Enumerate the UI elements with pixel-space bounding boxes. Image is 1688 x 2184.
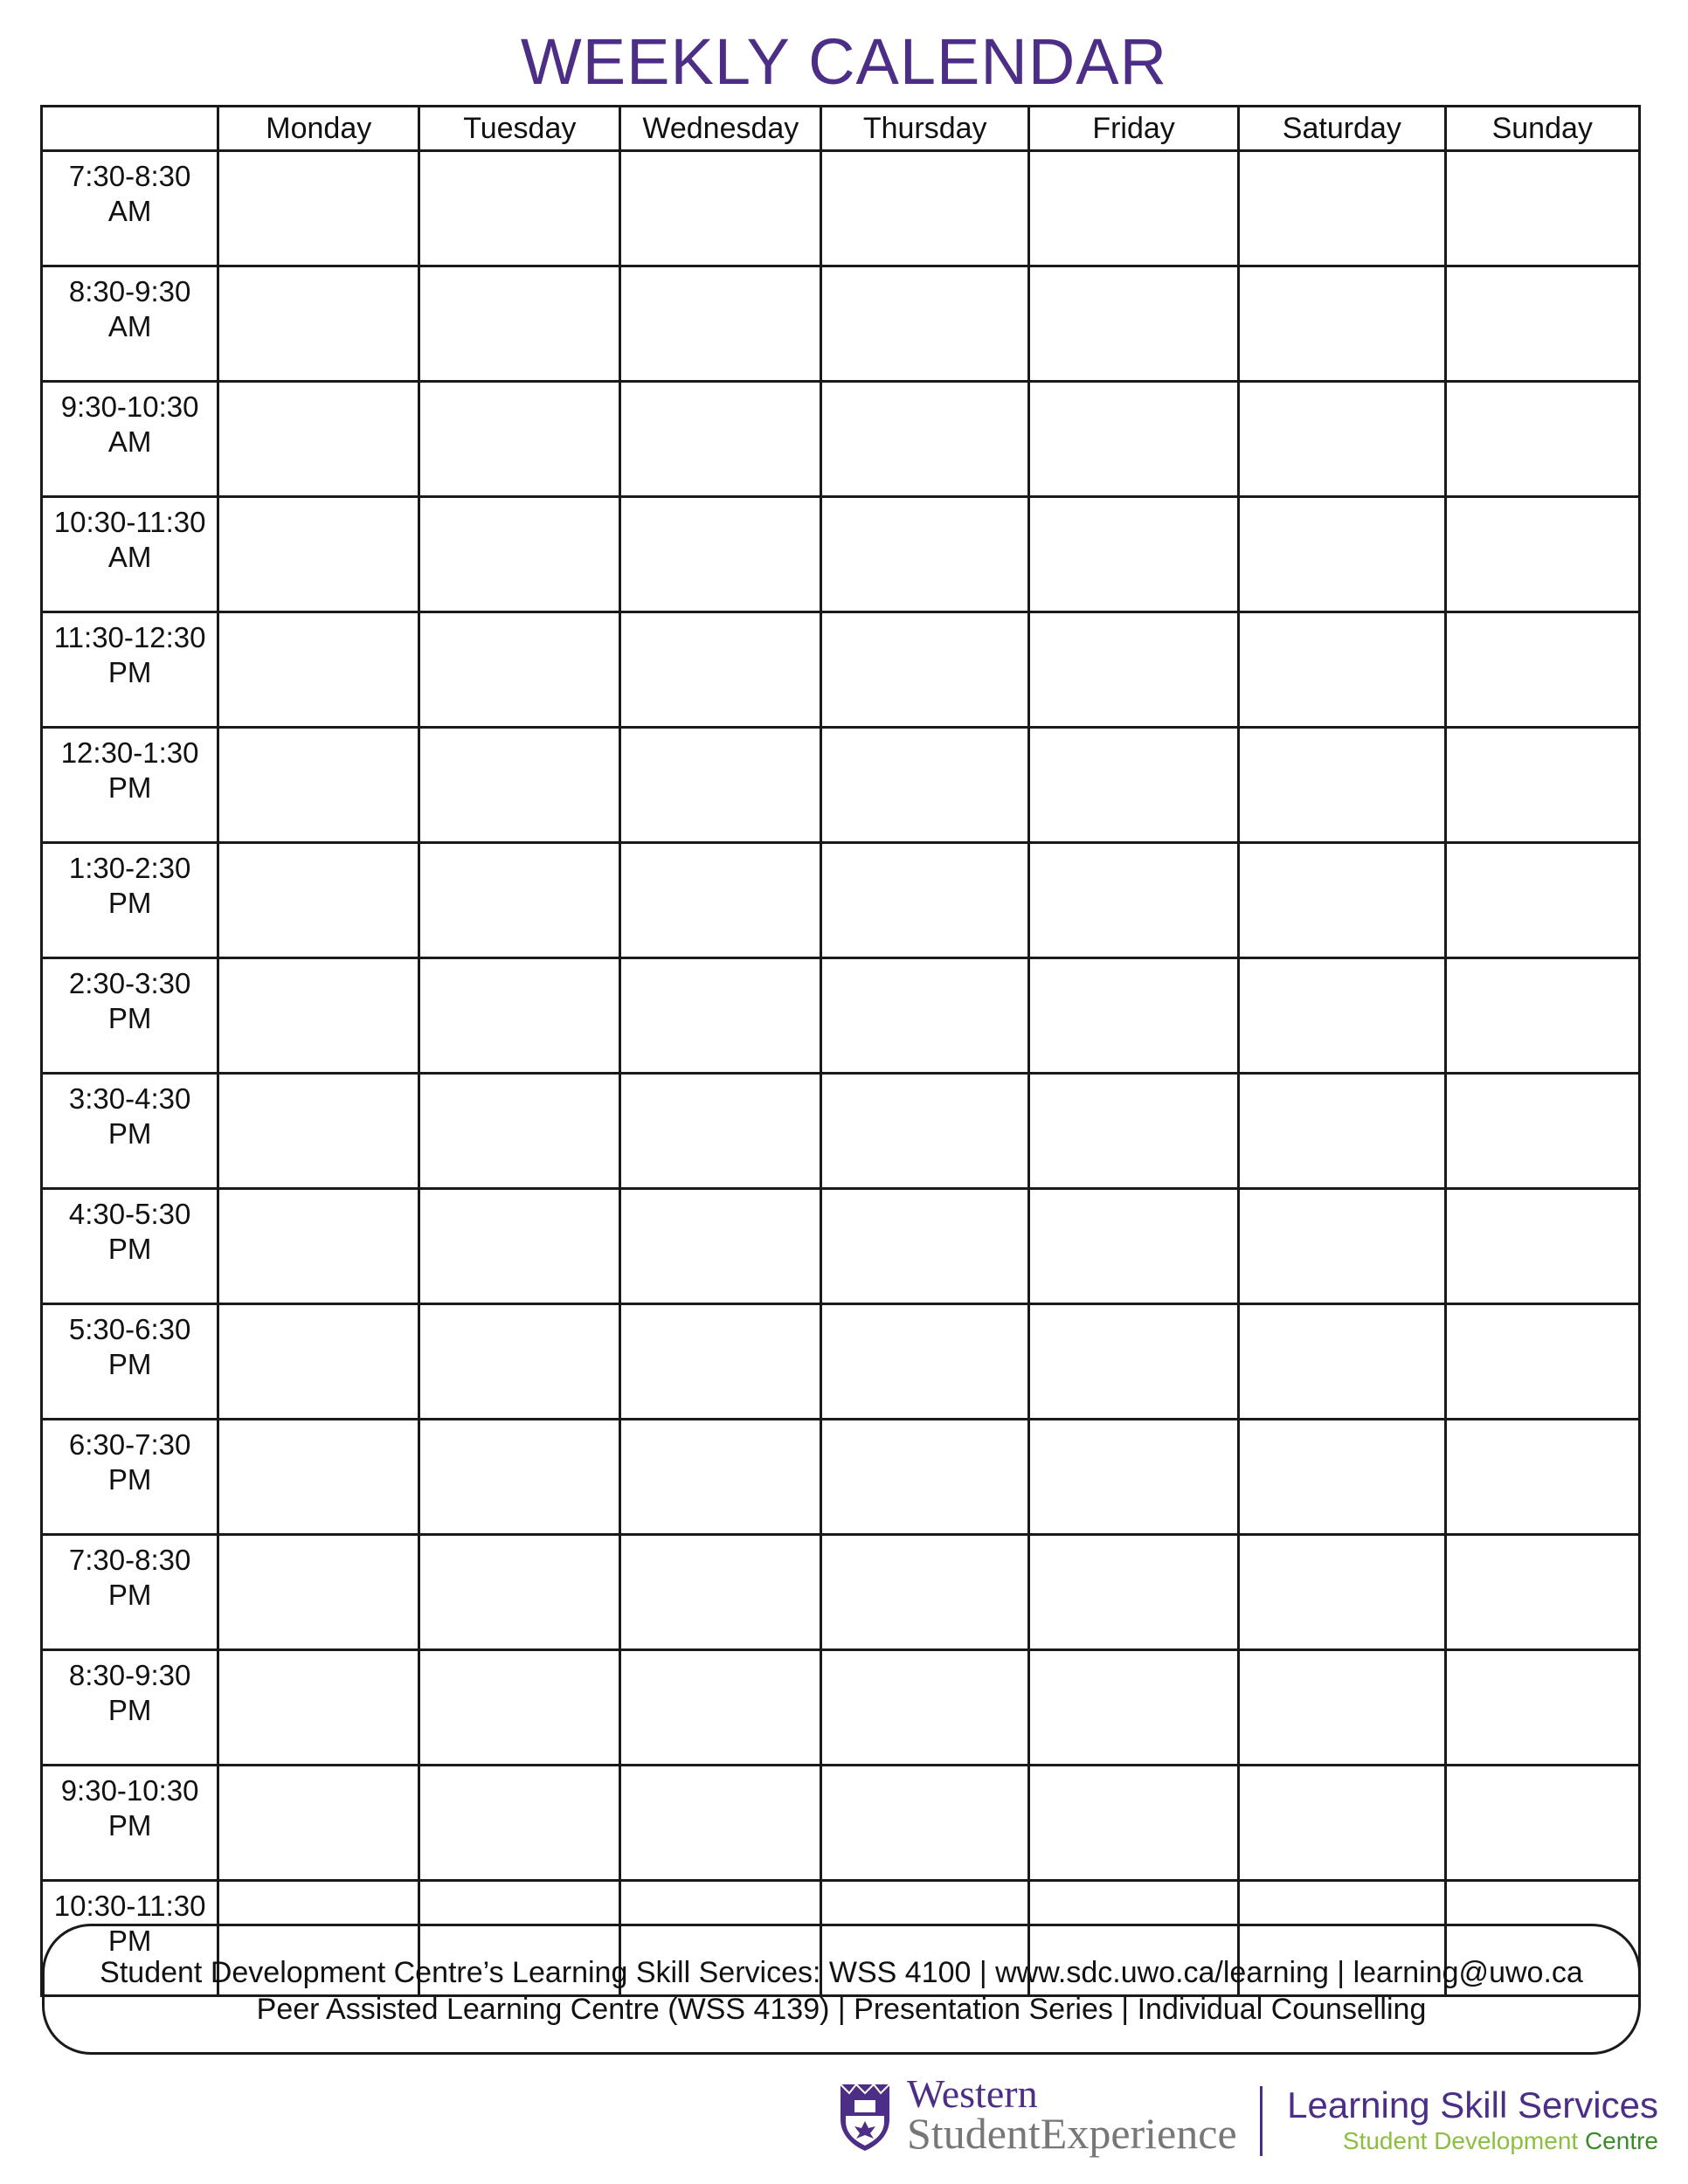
calendar-cell[interactable] <box>1239 728 1445 843</box>
calendar-cell[interactable] <box>1445 1650 1639 1766</box>
calendar-cell[interactable] <box>419 151 620 266</box>
time-row <box>42 1766 1640 1881</box>
calendar-cell[interactable] <box>1239 612 1445 728</box>
lss-subtitle-part-b: Centre <box>1584 2127 1658 2154</box>
calendar-cell[interactable] <box>620 1766 821 1881</box>
time-slot-label <box>42 1304 218 1420</box>
day-header: Wednesday <box>620 107 821 151</box>
calendar-cell[interactable] <box>1445 151 1639 266</box>
time-range: 6:30-7:30 <box>68 1428 191 1461</box>
calendar-cell[interactable] <box>821 1535 1029 1650</box>
time-range: 12:30-1:30 <box>60 736 199 769</box>
calendar-cell[interactable] <box>1239 1766 1445 1881</box>
calendar-cell[interactable] <box>1239 1420 1445 1535</box>
calendar-cell[interactable] <box>218 1074 419 1189</box>
time-slot-label <box>42 1535 218 1650</box>
calendar-cell[interactable] <box>419 1420 620 1535</box>
calendar-cell[interactable] <box>1029 1304 1239 1420</box>
calendar-cell[interactable] <box>821 612 1029 728</box>
calendar-cell[interactable] <box>821 728 1029 843</box>
calendar-cell[interactable] <box>1445 1535 1639 1650</box>
day-header: Tuesday <box>419 107 620 151</box>
calendar-cell[interactable] <box>620 843 821 958</box>
calendar-cell[interactable] <box>419 843 620 958</box>
info-line-2: Peer Assisted Learning Centre (WSS 4139) | Presentation Series | Individual Counselling <box>256 1993 1427 2026</box>
calendar-cell[interactable] <box>821 1650 1029 1766</box>
time-range: 4:30-5:30 <box>68 1198 191 1230</box>
calendar-cell[interactable] <box>218 728 419 843</box>
time-row <box>42 1420 1640 1535</box>
calendar-cell[interactable] <box>1239 1535 1445 1650</box>
time-period: AM <box>107 310 152 342</box>
time-period: PM <box>107 656 152 688</box>
time-row <box>42 1189 1640 1304</box>
page-title: WEEKLY CALENDAR <box>520 25 1168 98</box>
time-row <box>42 497 1640 612</box>
calendar-cell[interactable] <box>218 958 419 1074</box>
calendar-cell[interactable] <box>419 1189 620 1304</box>
calendar-cell[interactable] <box>821 1304 1029 1420</box>
time-range: 2:30-3:30 <box>68 967 191 999</box>
calendar-cell[interactable] <box>1445 958 1639 1074</box>
calendar-cell[interactable] <box>821 1189 1029 1304</box>
calendar-cell[interactable] <box>218 1304 419 1420</box>
calendar-cell[interactable] <box>1029 266 1239 382</box>
calendar-cell[interactable] <box>620 382 821 497</box>
calendar-cell[interactable] <box>1029 1650 1239 1766</box>
western-wordmark: Western <box>907 2071 1038 2116</box>
info-box <box>42 1924 1641 2055</box>
calendar-cell[interactable] <box>1239 151 1445 266</box>
calendar-cell[interactable] <box>419 728 620 843</box>
calendar-cell[interactable] <box>1239 266 1445 382</box>
calendar-cell[interactable] <box>1239 1074 1445 1189</box>
lss-subtitle-part-a: Student Development <box>1342 2127 1585 2154</box>
western-crest-icon <box>837 2081 893 2153</box>
time-slot-label <box>42 497 218 612</box>
time-range: 3:30-4:30 <box>68 1082 191 1115</box>
time-period: PM <box>107 1233 152 1265</box>
calendar-cell[interactable] <box>1445 843 1639 958</box>
day-header: Saturday <box>1239 107 1445 151</box>
time-range: 9:30-10:30 <box>60 390 199 423</box>
time-period: PM <box>107 1463 152 1496</box>
calendar-cell[interactable] <box>620 151 821 266</box>
calendar-cell[interactable] <box>1029 1766 1239 1881</box>
calendar-cell[interactable] <box>620 1650 821 1766</box>
time-period: PM <box>107 1348 152 1380</box>
time-period: PM <box>107 1925 152 1957</box>
time-slot-label <box>42 151 218 266</box>
time-row <box>42 382 1640 497</box>
day-header: Thursday <box>821 107 1029 151</box>
calendar-cell[interactable] <box>218 497 419 612</box>
calendar-cell[interactable] <box>620 266 821 382</box>
calendar-cell[interactable] <box>620 728 821 843</box>
calendar-cell[interactable] <box>620 1074 821 1189</box>
calendar-cell[interactable] <box>1029 958 1239 1074</box>
calendar-cell[interactable] <box>1029 497 1239 612</box>
calendar-cell[interactable] <box>620 1304 821 1420</box>
time-period: PM <box>107 1809 152 1842</box>
time-slot-label <box>42 382 218 497</box>
time-range: 8:30-9:30 <box>68 1659 191 1691</box>
calendar-cell[interactable] <box>218 1189 419 1304</box>
logo-divider <box>1260 2086 1263 2156</box>
calendar-cell[interactable] <box>1445 1074 1639 1189</box>
time-slot-label <box>42 1420 218 1535</box>
time-period: PM <box>107 1579 152 1611</box>
calendar-cell[interactable] <box>1445 1420 1639 1535</box>
calendar-cell[interactable] <box>1445 382 1639 497</box>
time-range: 11:30-12:30 <box>53 621 206 653</box>
calendar-cell[interactable] <box>821 1420 1029 1535</box>
calendar-cell[interactable] <box>620 612 821 728</box>
time-slot-label <box>42 728 218 843</box>
calendar-cell[interactable] <box>821 958 1029 1074</box>
time-row <box>42 1304 1640 1420</box>
time-range: 9:30-10:30 <box>60 1774 199 1807</box>
time-slot-label <box>42 612 218 728</box>
calendar-cell[interactable] <box>419 1304 620 1420</box>
calendar-cell[interactable] <box>1445 1189 1639 1304</box>
calendar-cell[interactable] <box>620 958 821 1074</box>
calendar-cell[interactable] <box>1029 151 1239 266</box>
day-header: Sunday <box>1445 107 1639 151</box>
time-row <box>42 1074 1640 1189</box>
calendar-cell[interactable] <box>218 382 419 497</box>
calendar-cell[interactable] <box>1029 612 1239 728</box>
lss-title: Learning Skill Services <box>1287 2084 1658 2125</box>
time-range: 7:30-8:30 <box>68 1544 191 1576</box>
calendar-cell[interactable] <box>821 1074 1029 1189</box>
calendar-cell[interactable] <box>218 612 419 728</box>
time-slot-label <box>42 1074 218 1189</box>
calendar-cell[interactable] <box>1029 1189 1239 1304</box>
time-range: 10:30-11:30 <box>53 506 206 538</box>
calendar-cell[interactable] <box>1029 1420 1239 1535</box>
calendar-cell[interactable] <box>821 1766 1029 1881</box>
calendar-cell[interactable] <box>1239 958 1445 1074</box>
calendar-cell[interactable] <box>218 1535 419 1650</box>
time-row <box>42 151 1640 266</box>
time-range: 8:30-9:30 <box>68 275 191 308</box>
lss-subtitle <box>1287 2126 1658 2156</box>
time-range: 7:30-8:30 <box>68 160 191 192</box>
calendar-cell[interactable] <box>419 266 620 382</box>
time-slot-label <box>42 1189 218 1304</box>
time-period: AM <box>107 425 152 458</box>
calendar-cell[interactable] <box>218 1420 419 1535</box>
calendar-cell[interactable] <box>1239 382 1445 497</box>
time-range: 1:30-2:30 <box>68 852 191 884</box>
calendar-cell[interactable] <box>1445 612 1639 728</box>
time-row <box>42 1535 1640 1650</box>
info-line-1: Student Development Centre’s Learning Skill Services: WSS 4100 | www.sdc.uwo.ca/learning | learning@uwo.ca <box>100 1956 1583 1989</box>
calendar-cell[interactable] <box>1445 266 1639 382</box>
calendar-cell[interactable] <box>419 612 620 728</box>
calendar-cell[interactable] <box>620 497 821 612</box>
calendar-cell[interactable] <box>419 382 620 497</box>
header-row <box>42 107 1640 151</box>
calendar-cell[interactable] <box>821 382 1029 497</box>
corner-cell <box>42 107 218 151</box>
calendar-cell[interactable] <box>1239 1304 1445 1420</box>
time-row <box>42 1650 1640 1766</box>
learning-skill-services-logo <box>1287 2084 1658 2156</box>
calendar-cell[interactable] <box>620 1535 821 1650</box>
calendar-cell[interactable] <box>218 1650 419 1766</box>
time-slot-label <box>42 1766 218 1881</box>
calendar-cell[interactable] <box>419 1074 620 1189</box>
calendar-cell[interactable] <box>1239 497 1445 612</box>
calendar-cell[interactable] <box>1029 728 1239 843</box>
calendar-cell[interactable] <box>821 843 1029 958</box>
calendar-cell[interactable] <box>821 151 1029 266</box>
western-student-experience-logo <box>837 2071 1248 2165</box>
time-row <box>42 612 1640 728</box>
calendar-cell[interactable] <box>218 843 419 958</box>
calendar-cell[interactable] <box>1029 382 1239 497</box>
calendar-cell[interactable] <box>1029 1535 1239 1650</box>
calendar-cell[interactable] <box>1029 843 1239 958</box>
time-period: AM <box>107 195 152 227</box>
calendar-cell[interactable] <box>218 151 419 266</box>
day-header: Friday <box>1029 107 1239 151</box>
time-row <box>42 266 1640 382</box>
time-slot-label <box>42 843 218 958</box>
time-range: 10:30-11:30 <box>53 1890 206 1922</box>
time-row <box>42 958 1640 1074</box>
calendar-cell[interactable] <box>1239 1189 1445 1304</box>
calendar-cell[interactable] <box>821 497 1029 612</box>
time-period: PM <box>107 1002 152 1034</box>
calendar-cell[interactable] <box>218 266 419 382</box>
calendar-cell[interactable] <box>1029 1074 1239 1189</box>
calendar-cell[interactable] <box>821 266 1029 382</box>
time-period: PM <box>107 887 152 919</box>
time-slot-label <box>42 1650 218 1766</box>
calendar-cell[interactable] <box>620 1420 821 1535</box>
time-period: PM <box>107 771 152 804</box>
time-period: PM <box>107 1694 152 1726</box>
time-period: PM <box>107 1117 152 1150</box>
day-header: Monday <box>218 107 419 151</box>
calendar-cell[interactable] <box>419 958 620 1074</box>
calendar-cell[interactable] <box>419 1766 620 1881</box>
time-slot-label <box>42 266 218 382</box>
time-period: AM <box>107 541 152 573</box>
calendar-cell[interactable] <box>1445 1304 1639 1420</box>
calendar-cell[interactable] <box>1445 728 1639 843</box>
calendar-cell[interactable] <box>419 1650 620 1766</box>
calendar-cell[interactable] <box>218 1766 419 1881</box>
weekly-calendar-table <box>40 105 1641 1997</box>
time-slot-label <box>42 958 218 1074</box>
calendar-cell[interactable] <box>1239 1650 1445 1766</box>
calendar-cell[interactable] <box>1445 1766 1639 1881</box>
calendar-cell[interactable] <box>1239 843 1445 958</box>
time-row <box>42 843 1640 958</box>
calendar-cell[interactable] <box>620 1189 821 1304</box>
student-experience-wordmark: StudentExperience <box>907 2109 1237 2158</box>
time-range: 5:30-6:30 <box>68 1313 191 1345</box>
calendar-cell[interactable] <box>1445 497 1639 612</box>
calendar-cell[interactable] <box>419 497 620 612</box>
time-row <box>42 728 1640 843</box>
calendar-cell[interactable] <box>419 1535 620 1650</box>
